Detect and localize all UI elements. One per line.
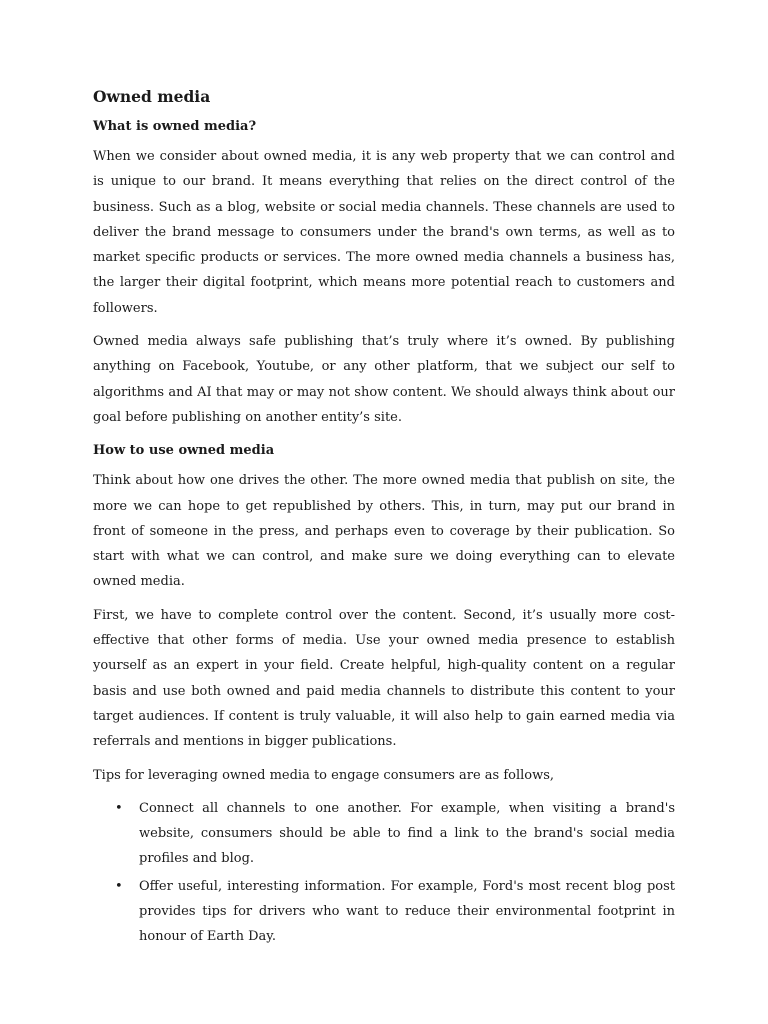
page-title: Owned media: [93, 87, 211, 106]
tips-intro: Tips for leveraging owned media to engage consumers are as follows,: [93, 767, 555, 783]
list-item: [93, 796, 675, 872]
list-item: [93, 874, 675, 950]
paragraph-how-2: First, we have to complete control over the content. Second, it’s usually more cost-effective that other forms of media. Use your owned media presence to establish yourself as an expert in your field. Create helpful, high-quality content on a regular basis and use both owned and paid media channels to distribute this content to your target audiences. If content is truly valuable, it will also help to gain earned media via referrals and mentions in bigger publications.: [93, 607, 675, 750]
paragraph-what-1: When we consider about owned media, it is any web property that we can control and is unique to our brand. It means everything that relies on the direct control of the business. Such as a blog, website or social media channels. These channels are used to deliver the brand message to consumers under the brand's own terms, as well as to market specific products or services. The more owned media channels a business has, the larger their digital footprint, which means more potential reach to customers and followers.: [93, 149, 675, 316]
paragraph-how-1: Think about how one drives the other. The more owned media that publish on site, the more we can hope to get republished by others. This, in turn, may put our brand in front of someone in the press, and perhaps even to coverage by their publication. So start with what we can control, and make sure we doing everything can to elevate owned media.: [93, 473, 675, 590]
list-item-text: Connect all channels to one another. For example, when visiting a brand's website, consumers should be able to find a link to the brand's social media profiles and blog.: [139, 800, 675, 867]
section-heading-what-is-owned-media: What is owned media?: [93, 119, 257, 134]
bullet-icon: •: [115, 878, 123, 894]
document-page: [93, 84, 675, 952]
list-item-text: Offer useful, interesting information. For example, Ford's most recent blog post provides tips for drivers who want to reduce their environmental footprint in honour of Earth Day.: [139, 878, 675, 945]
tips-list: [93, 796, 675, 950]
paragraph-what-2: Owned media always safe publishing that’s truly where it’s owned. By publishing anything on Facebook, Youtube, or any other platform, that we subject our self to algorithms and AI that may or may not show content. We should always think about our goal before publishing on another entity’s site.: [93, 334, 675, 425]
bullet-icon: •: [115, 800, 123, 816]
section-heading-how-to-use: How to use owned media: [93, 443, 275, 459]
